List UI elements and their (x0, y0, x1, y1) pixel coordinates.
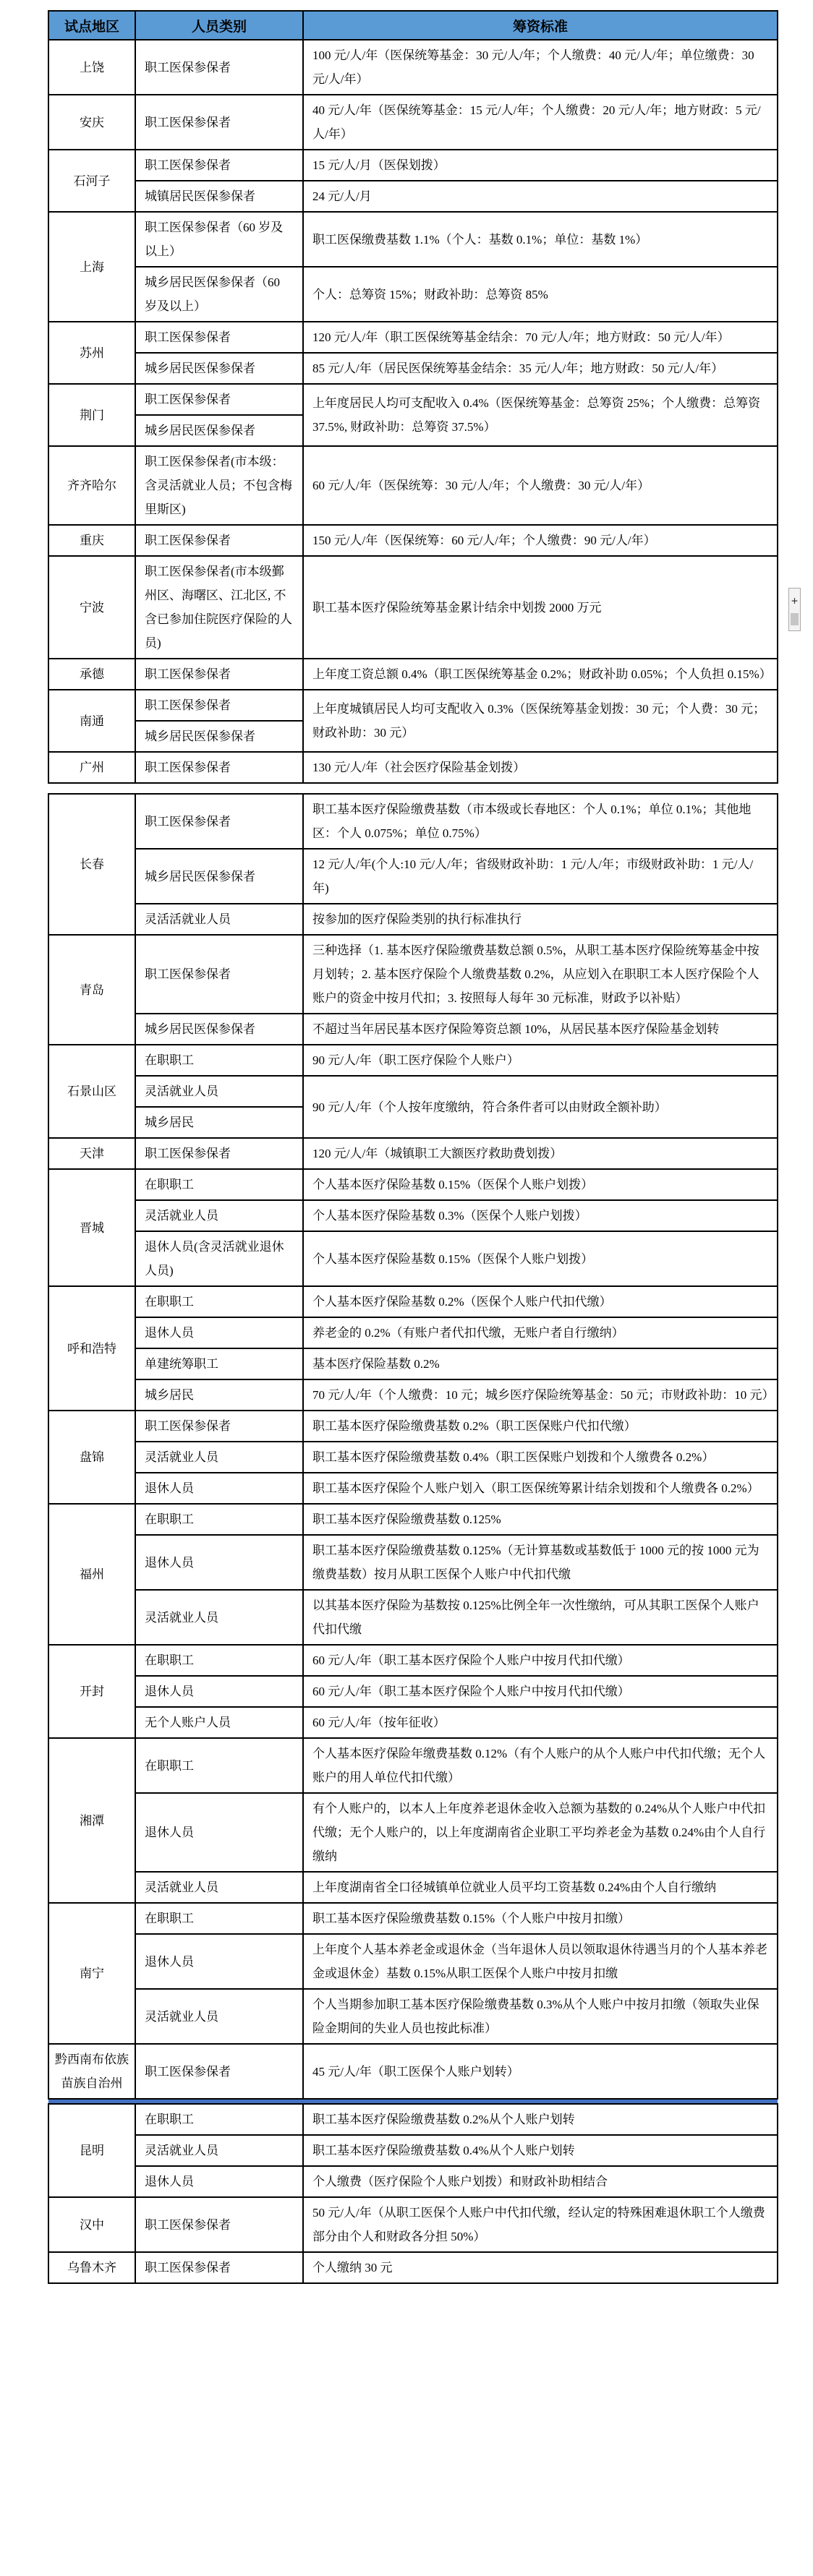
table-row (48, 322, 778, 353)
table-row (48, 1442, 778, 1473)
category-cell: 城乡居民 (135, 1107, 303, 1138)
table-row (48, 752, 778, 783)
standard-cell: 上年度个人基本养老金或退休金（当年退休人员以领取退休待遇当月的个人基本养老金或退休金）基数 0.15%从职工医保个人账户中按月扣缴 (303, 1934, 778, 1989)
standard-cell: 按参加的医疗保险类别的执行标准执行 (303, 904, 778, 935)
standard-cell: 职工基本医疗保险缴费基数 0.2%（职工医保账户代扣代缴） (303, 1411, 778, 1442)
blue-divider-cell (48, 2099, 778, 2104)
region-cell: 上海 (48, 212, 135, 322)
category-cell: 在职职工 (135, 1645, 303, 1676)
table-row (48, 1014, 778, 1045)
table-body (48, 40, 778, 2283)
standard-cell: 个人缴费（医疗保险个人账户划拨）和财政补助相结合 (303, 2166, 778, 2197)
region-cell: 呼和浩特 (48, 1286, 135, 1411)
region-cell: 石河子 (48, 150, 135, 212)
standard-cell: 个人当期参加职工基本医疗保险缴费基数 0.3%从个人账户中按月扣缴（领取失业保险金期间的失业人员也按此标准） (303, 1989, 778, 2044)
category-cell: 城镇居民医保参保者 (135, 181, 303, 212)
category-cell: 城乡居民医保参保者 (135, 353, 303, 384)
region-cell: 齐齐哈尔 (48, 446, 135, 525)
category-cell: 职工医保参保者 (135, 384, 303, 415)
standard-cell: 有个人账户的，以本人上年度养老退休金收入总额为基数的 0.24%从个人账户中代扣代缴；无个人账户的，以上年度湖南省企业职工平均养老金为基数 0.24%由个人自行缴纳 (303, 1793, 778, 1872)
standard-cell: 150 元/人/年（医保统筹：60 元/人/年；个人缴费：90 元/人/年） (303, 525, 778, 556)
table-row (48, 690, 778, 721)
category-cell: 在职职工 (135, 2104, 303, 2135)
table-row (48, 150, 778, 181)
category-cell: 职工医保参保者(市本级：含灵活就业人员；不包含梅里斯区) (135, 446, 303, 525)
table-row (48, 935, 778, 1014)
standard-cell: 个人基本医疗保险基数 0.15%（医保个人账户划拨） (303, 1231, 778, 1286)
table-row (48, 1903, 778, 1934)
table-row (48, 1411, 778, 1442)
standard-cell: 个人基本医疗保险基数 0.3%（医保个人账户划拨） (303, 1200, 778, 1231)
blue-divider (48, 2099, 778, 2104)
category-cell: 城乡居民医保参保者 (135, 415, 303, 446)
header-personnel-category: 人员类别 (135, 11, 303, 40)
category-cell: 城乡居民医保参保者 (135, 721, 303, 752)
region-cell: 南通 (48, 690, 135, 752)
category-cell: 退休人员 (135, 1317, 303, 1348)
standard-cell: 60 元/人/年（按年征收） (303, 1707, 778, 1738)
category-cell: 退休人员 (135, 1676, 303, 1707)
category-cell: 城乡居民 (135, 1379, 303, 1411)
standard-cell: 120 元/人/年（职工医保统筹基金结余：70 元/人/年；地方财政：50 元/人/年） (303, 322, 778, 353)
table-row (48, 212, 778, 267)
standard-cell: 个人基本医疗保险基数 0.2%（医保个人账户代扣代缴） (303, 1286, 778, 1317)
category-cell: 职工医保参保者 (135, 322, 303, 353)
table-row (48, 1676, 778, 1707)
category-cell: 职工医保参保者 (135, 40, 303, 95)
table-row (48, 1535, 778, 1590)
region-cell: 重庆 (48, 525, 135, 556)
table-row (48, 2135, 778, 2166)
table-row (48, 2197, 778, 2252)
table-row (48, 2104, 778, 2135)
region-cell: 宁波 (48, 556, 135, 659)
category-cell: 灵活就业人员 (135, 1590, 303, 1645)
standard-cell: 职工基本医疗保险缴费基数 0.4%（职工医保账户划拨和个人缴费各 0.2%） (303, 1442, 778, 1473)
category-cell: 职工医保参保者 (135, 2252, 303, 2283)
table-row (48, 384, 778, 415)
standard-cell: 12 元/人/年(个人:10 元/人/年；省级财政补助：1 元/人/年；市级财政补助：1 元/人/年) (303, 849, 778, 904)
table-row (48, 659, 778, 690)
category-cell: 职工医保参保者 (135, 690, 303, 721)
region-cell: 长春 (48, 794, 135, 935)
table-row (48, 1045, 778, 1076)
standard-cell: 个人基本医疗保险基数 0.15%（医保个人账户划拨） (303, 1169, 778, 1200)
category-cell: 城乡居民医保参保者 (135, 1014, 303, 1045)
category-cell: 职工医保参保者 (135, 150, 303, 181)
region-cell: 安庆 (48, 95, 135, 150)
table-row (48, 1590, 778, 1645)
standard-cell: 基本医疗保险基数 0.2% (303, 1348, 778, 1379)
category-cell: 在职职工 (135, 1169, 303, 1200)
table-row (48, 1504, 778, 1535)
category-cell: 职工医保参保者 (135, 1138, 303, 1169)
standard-cell: 90 元/人/年（职工医疗保险个人账户） (303, 1045, 778, 1076)
standard-cell: 职工基本医疗保险缴费基数 0.4%从个人账户划转 (303, 2135, 778, 2166)
category-cell: 职工医保参保者（60 岁及以上） (135, 212, 303, 267)
standard-cell: 以其基本医疗保险为基数按 0.125%比例全年一次性缴纳，可从其职工医保个人账户代扣代缴 (303, 1590, 778, 1645)
table-row (48, 1231, 778, 1286)
funding-standard-table (48, 10, 778, 2284)
category-cell: 在职职工 (135, 1903, 303, 1934)
category-cell: 灵活就业人员 (135, 1442, 303, 1473)
table-row (48, 1379, 778, 1411)
region-cell: 荆门 (48, 384, 135, 446)
category-cell: 城乡居民医保参保者 (135, 849, 303, 904)
region-cell: 汉中 (48, 2197, 135, 2252)
category-cell: 灵活就业人员 (135, 1076, 303, 1107)
category-cell: 职工医保参保者 (135, 2197, 303, 2252)
table-row (48, 40, 778, 95)
category-cell: 职工医保参保者(市本级鄞州区、海曙区、江北区, 不含已参加住院医疗保险的人员) (135, 556, 303, 659)
table-row (48, 1738, 778, 1793)
region-cell: 青岛 (48, 935, 135, 1045)
standard-cell: 100 元/人/年（医保统筹基金：30 元/人/年；个人缴费：40 元/人/年；单位缴费：30 元/人/年） (303, 40, 778, 95)
standard-cell: 职工基本医疗保险统筹基金累计结余中划拨 2000 万元 (303, 556, 778, 659)
standard-cell: 职工医保缴费基数 1.1%（个人：基数 0.1%；单位：基数 1%） (303, 212, 778, 267)
table-row (48, 1076, 778, 1107)
table-row (48, 849, 778, 904)
region-cell: 乌鲁木齐 (48, 2252, 135, 2283)
category-cell: 灵活就业人员 (135, 1989, 303, 2044)
region-cell: 湘潭 (48, 1738, 135, 1903)
region-cell: 上饶 (48, 40, 135, 95)
region-cell: 苏州 (48, 322, 135, 384)
category-cell: 灵活就业人员 (135, 1200, 303, 1231)
standard-cell: 个人基本医疗保险年缴费基数 0.12%（有个人账户的从个人账户中代扣代缴；无个人账户的用人单位代扣代缴） (303, 1738, 778, 1793)
category-cell: 单建统筹职工 (135, 1348, 303, 1379)
table-row (48, 1169, 778, 1200)
region-cell: 福州 (48, 1504, 135, 1645)
region-cell: 晋城 (48, 1169, 135, 1286)
standard-cell: 上年度湖南省全口径城镇单位就业人员平均工资基数 0.24%由个人自行缴纳 (303, 1872, 778, 1903)
table-row (48, 95, 778, 150)
table-row (48, 1473, 778, 1504)
standard-cell: 职工基本医疗保险缴费基数（市本级或长春地区：个人 0.1%；单位 0.1%；其他地区：个人 0.075%；单位 0.75%） (303, 794, 778, 849)
table-row (48, 181, 778, 212)
table-row (48, 1200, 778, 1231)
standard-cell: 上年度工资总额 0.4%（职工医保统筹基金 0.2%；财政补助 0.05%；个人负担 0.15%） (303, 659, 778, 690)
region-cell: 天津 (48, 1138, 135, 1169)
standard-cell: 60 元/人/年（职工基本医疗保险个人账户中按月代扣代缴） (303, 1676, 778, 1707)
category-cell: 职工医保参保者 (135, 2044, 303, 2099)
region-cell: 开封 (48, 1645, 135, 1738)
table-row (48, 556, 778, 659)
table-row (48, 904, 778, 935)
table-row (48, 1793, 778, 1872)
standard-cell: 60 元/人/年（医保统筹：30 元/人/年；个人缴费：30 元/人/年） (303, 446, 778, 525)
region-cell: 盘锦 (48, 1411, 135, 1504)
region-cell: 承德 (48, 659, 135, 690)
category-cell: 职工医保参保者 (135, 794, 303, 849)
standard-cell: 不超过当年居民基本医疗保险筹资总额 10%，从居民基本医疗保险基金划转 (303, 1014, 778, 1045)
standard-cell: 130 元/人/年（社会医疗保险基金划拨） (303, 752, 778, 783)
region-cell: 黔西南布依族苗族自治州 (48, 2044, 135, 2099)
table-row (48, 1348, 778, 1379)
standard-cell: 45 元/人/年（职工医保个人账户划转） (303, 2044, 778, 2099)
page-break-gap (48, 783, 778, 794)
category-cell: 退休人员(含灵活就业退休人员) (135, 1231, 303, 1286)
table-row (48, 2252, 778, 2283)
category-cell: 职工医保参保者 (135, 935, 303, 1014)
standard-cell: 60 元/人/年（职工基本医疗保险个人账户中按月代扣代缴） (303, 1645, 778, 1676)
standard-cell: 职工基本医疗保险个人账户划入（职工医保统筹累计结余划拨和个人缴费各 0.2%） (303, 1473, 778, 1504)
category-cell: 灵活活就业人员 (135, 904, 303, 935)
table-row (48, 353, 778, 384)
region-cell: 广州 (48, 752, 135, 783)
standard-cell: 上年度居民人均可支配收入 0.4%（医保统筹基金：总筹资 25%；个人缴费：总筹资 37.5%, 财政补助：总筹资 37.5%） (303, 384, 778, 446)
standard-cell: 40 元/人/年（医保统筹基金：15 元/人/年；个人缴费：20 元/人/年；地方财政：5 元/人/年） (303, 95, 778, 150)
category-cell: 职工医保参保者 (135, 1411, 303, 1442)
table-row (48, 2044, 778, 2099)
region-cell: 昆明 (48, 2104, 135, 2197)
standard-cell: 上年度城镇居民人均可支配收入 0.3%（医保统筹基金划拨：30 元；个人费：30 元；财政补助：30 元） (303, 690, 778, 752)
standard-cell: 养老金的 0.2%（有账户者代扣代缴，无账户者自行缴纳） (303, 1317, 778, 1348)
category-cell: 职工医保参保者 (135, 659, 303, 690)
standard-cell: 15 元/人/月（医保划拨） (303, 150, 778, 181)
table-row (48, 1317, 778, 1348)
table-row (48, 267, 778, 322)
category-cell: 在职职工 (135, 1286, 303, 1317)
table-row (48, 1138, 778, 1169)
standard-cell: 90 元/人/年（个人按年度缴纳，符合条件者可以由财政全额补助） (303, 1076, 778, 1138)
standard-cell: 50 元/人/年（从职工医保个人账户中代扣代缴，经认定的特殊困难退休职工个人缴费部分由个人和财政各分担 50%） (303, 2197, 778, 2252)
standard-cell: 个人缴纳 30 元 (303, 2252, 778, 2283)
category-cell: 在职职工 (135, 1045, 303, 1076)
table-row (48, 1707, 778, 1738)
standard-cell: 24 元/人/月 (303, 181, 778, 212)
scrollbar-thumb[interactable] (791, 613, 799, 625)
category-cell: 退休人员 (135, 1934, 303, 1989)
standard-cell: 职工基本医疗保险缴费基数 0.2%从个人账户划转 (303, 2104, 778, 2135)
category-cell: 灵活就业人员 (135, 2135, 303, 2166)
category-cell: 退休人员 (135, 1535, 303, 1590)
standard-cell: 职工基本医疗保险缴费基数 0.125%（无计算基数或基数低于 1000 元的按 1000 元为缴费基数）按月从职工医保个人账户中代扣代缴 (303, 1535, 778, 1590)
category-cell: 在职职工 (135, 1504, 303, 1535)
standard-cell: 个人：总筹资 15%；财政补助：总筹资 85% (303, 267, 778, 322)
table-row (48, 2166, 778, 2197)
standard-cell: 85 元/人/年（居民医保统筹基金结余：35 元/人/年；地方财政：50 元/人/年） (303, 353, 778, 384)
standard-cell: 三种选择（1. 基本医疗保险缴费基数总额 0.5%，从职工基本医疗保险统筹基金中按月划转；2. 基本医疗保险个人缴费基数 0.2%，从应划入在职职工本人医疗保险个人账户的资金中按月代扣；3. 按照每人每年 30 元标准，财政予以补贴） (303, 935, 778, 1014)
split-handle-icon[interactable]: + (791, 594, 799, 607)
table-header-row (48, 11, 778, 40)
category-cell: 退休人员 (135, 1793, 303, 1872)
scrollbar-fragment[interactable] (788, 588, 801, 631)
category-cell: 退休人员 (135, 1473, 303, 1504)
standard-cell: 120 元/人/年（城镇职工大额医疗救助费划拨） (303, 1138, 778, 1169)
category-cell: 退休人员 (135, 2166, 303, 2197)
standard-cell: 职工基本医疗保险缴费基数 0.125% (303, 1504, 778, 1535)
category-cell: 职工医保参保者 (135, 525, 303, 556)
table-row (48, 1989, 778, 2044)
category-cell: 职工医保参保者 (135, 95, 303, 150)
table-row (48, 794, 778, 849)
table-row (48, 525, 778, 556)
standard-cell: 70 元/人/年（个人缴费：10 元；城乡医疗保险统筹基金：50 元；市财政补助：10 元） (303, 1379, 778, 1411)
category-cell: 灵活就业人员 (135, 1872, 303, 1903)
region-cell: 南宁 (48, 1903, 135, 2044)
category-cell: 无个人账户人员 (135, 1707, 303, 1738)
table-row (48, 1934, 778, 1989)
category-cell: 职工医保参保者 (135, 752, 303, 783)
header-funding-standard: 筹资标准 (303, 11, 778, 40)
table-row (48, 1872, 778, 1903)
table-row (48, 1645, 778, 1676)
page-break-gap-cell (48, 783, 778, 794)
category-cell: 城乡居民医保参保者（60 岁及以上） (135, 267, 303, 322)
region-cell: 石景山区 (48, 1045, 135, 1138)
category-cell: 在职职工 (135, 1738, 303, 1793)
table-row (48, 446, 778, 525)
header-pilot-region: 试点地区 (48, 11, 135, 40)
standard-cell: 职工基本医疗保险缴费基数 0.15%（个人账户中按月扣缴） (303, 1903, 778, 1934)
table-row (48, 1286, 778, 1317)
